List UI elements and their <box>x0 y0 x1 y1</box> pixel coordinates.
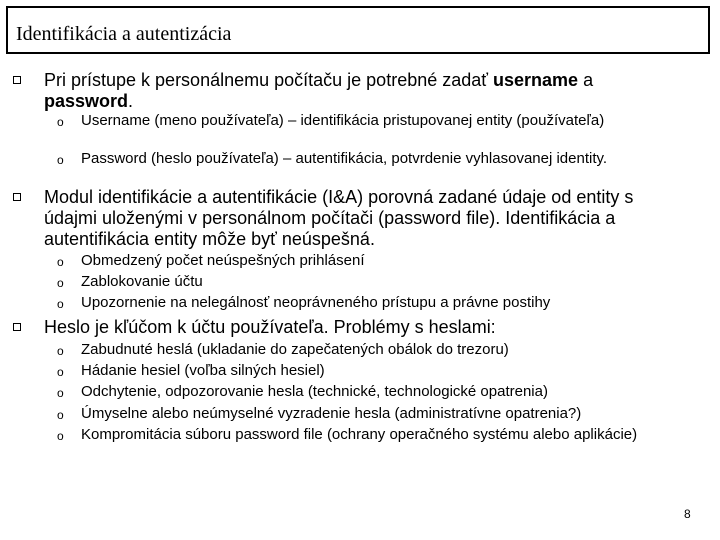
bullet-3-sub-1 <box>57 341 681 359</box>
bullet-1-text-after: . <box>128 91 134 111</box>
square-bullet-icon <box>13 193 21 201</box>
bullet-2-sub-2 <box>57 273 681 291</box>
sub-item-text: Kompromitácia súboru password file (ochrany operačného systému alebo aplikácie) <box>81 426 638 443</box>
sub-bullet-icon: o <box>57 255 64 269</box>
sub-item-text: Úmyselne alebo neúmyselné vyzradenie hesla (administratívne opatrenia?) <box>81 405 582 422</box>
sub-bullet-icon: o <box>57 429 64 443</box>
sub-item-text: Zablokovanie účtu <box>81 273 203 290</box>
bullet-3 <box>44 317 684 338</box>
sub-item-text: Password (heslo používateľa) – autentifikácia, potvrdenie vyhlasovanej identity. <box>81 150 608 167</box>
sub-bullet-icon: o <box>57 344 64 358</box>
bullet-1-text-before: Pri prístupe k personálnemu počítaču je potrebné zadať <box>44 70 494 90</box>
sub-bullet-icon: o <box>57 297 64 311</box>
sub-bullet-icon: o <box>57 365 64 379</box>
sub-bullet-icon: o <box>57 276 64 290</box>
bullet-1-text-middle: a <box>578 70 594 90</box>
bullet-2-text: Modul identifikácie a autentifikácie (I&A) porovná zadané údaje od entity s údajmi uloženými v personálnom počítači (password file). Identifikácia a autentifikácia entity môže byť neúspešná. <box>44 187 634 249</box>
bullet-1-sub-2 <box>57 150 681 168</box>
sub-bullet-icon: o <box>57 153 64 167</box>
sub-bullet-icon: o <box>57 408 64 422</box>
bullet-3-sub-5 <box>57 426 681 444</box>
square-bullet-icon <box>13 323 21 331</box>
bullet-2 <box>44 187 684 250</box>
sub-bullet-icon: o <box>57 386 64 400</box>
sub-bullet-icon: o <box>57 115 64 129</box>
bullet-1 <box>44 70 684 112</box>
sub-item-text: Username (meno používateľa) – identifikácia pristupovanej entity (používateľa) <box>81 112 605 129</box>
bullet-3-sub-3 <box>57 383 681 401</box>
sub-item-text: Upozornenie na nelegálnosť neoprávneného prístupu a právne postihy <box>81 294 551 311</box>
bullet-2-sub-3 <box>57 294 681 312</box>
square-bullet-icon <box>13 76 21 84</box>
bullet-2-sub-1 <box>57 252 681 270</box>
title-box <box>6 6 710 54</box>
bullet-1-sub-1 <box>57 112 681 130</box>
bullet-3-sub-2 <box>57 362 681 380</box>
bullet-1-bold-password: password <box>44 91 129 111</box>
bullet-3-text: Heslo je kľúčom k účtu používateľa. Problémy s heslami: <box>44 317 496 337</box>
page-number: 8 <box>684 507 691 521</box>
sub-item-text: Odchytenie, odpozorovanie hesla (technické, technologické opatrenia) <box>81 383 548 400</box>
sub-item-text: Hádanie hesiel (voľba silných hesiel) <box>81 362 325 379</box>
sub-item-text: Obmedzený počet neúspešných prihlásení <box>81 252 365 269</box>
bullet-1-bold-username: username <box>493 70 579 90</box>
slide-title: Identifikácia a autentizácia <box>16 23 232 45</box>
sub-item-text: Zabudnuté heslá (ukladanie do zapečatených obálok do trezoru) <box>81 341 509 358</box>
bullet-3-sub-4 <box>57 405 681 423</box>
